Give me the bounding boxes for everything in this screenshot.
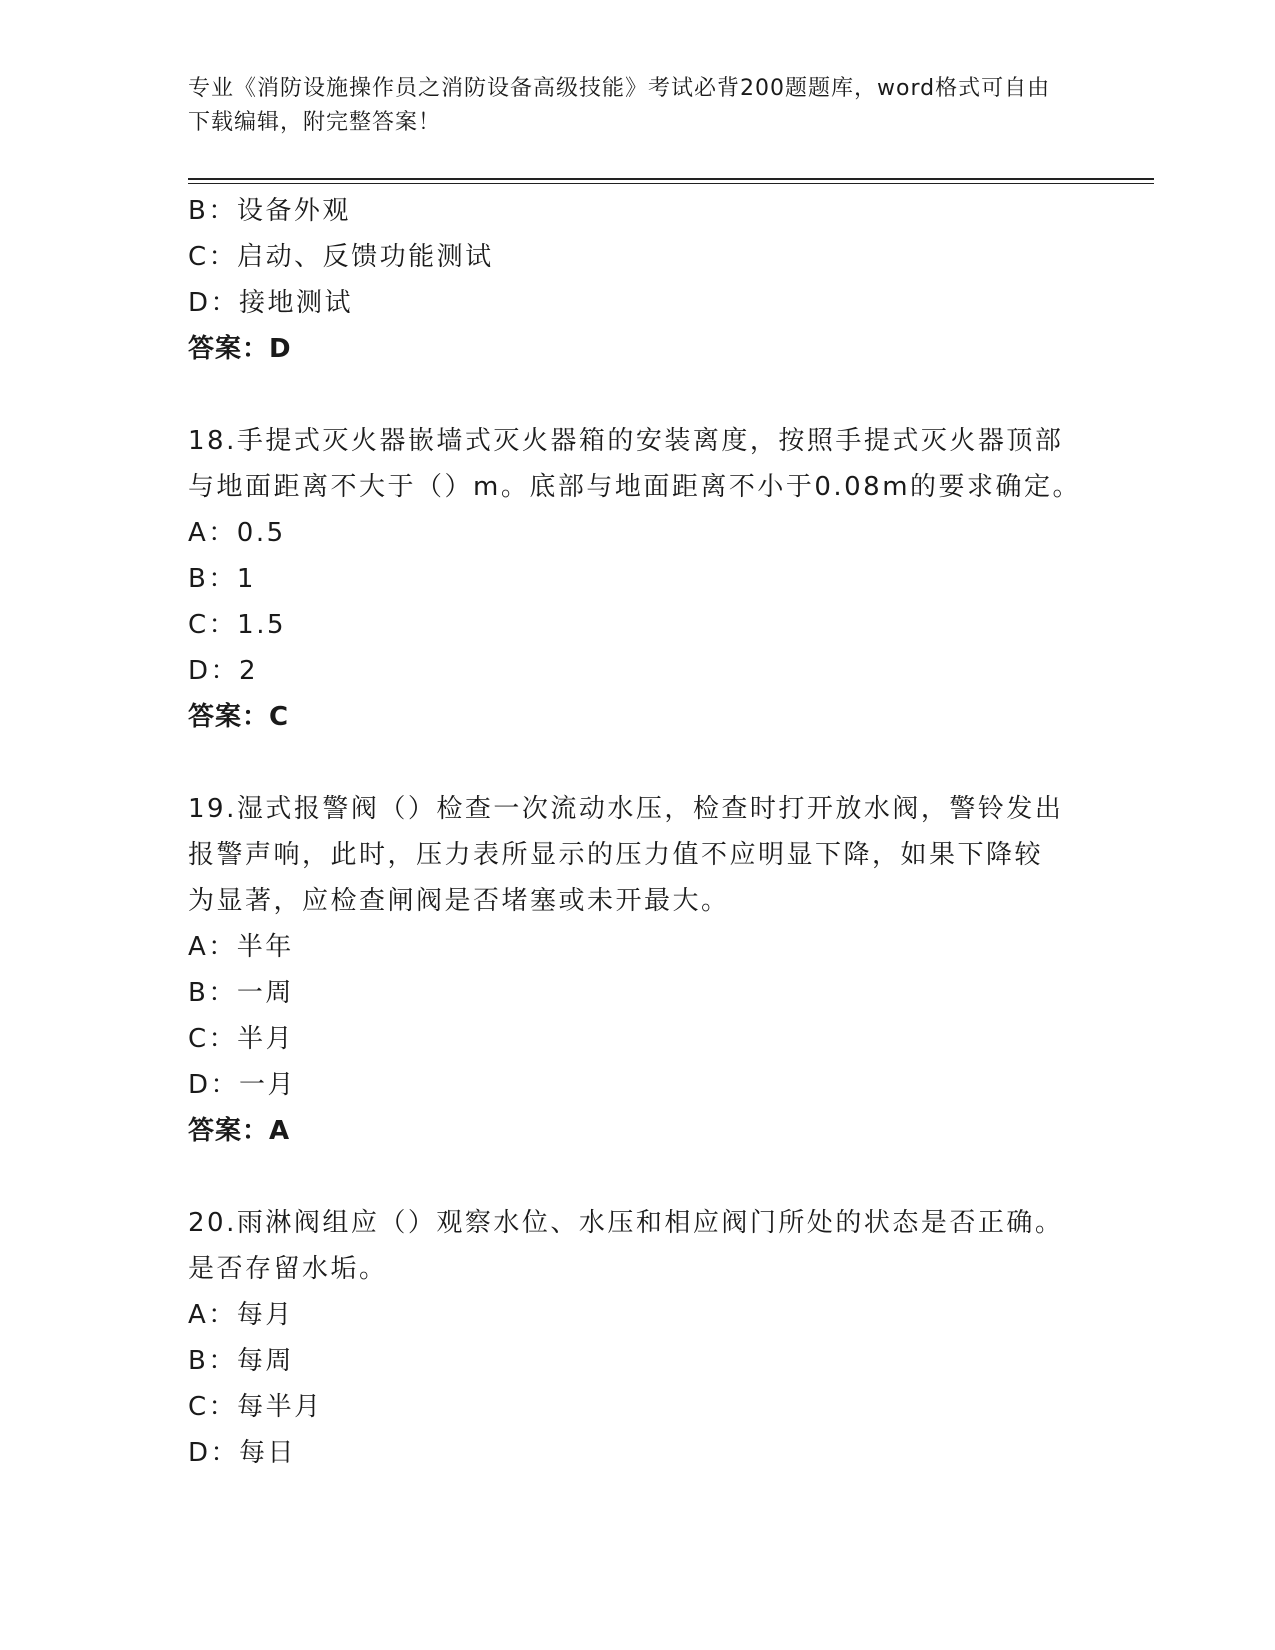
option-b: B：每周: [188, 1346, 294, 1376]
question-19-text-line-3: 为显著，应检查闸阀是否堵塞或未开最大。: [188, 886, 730, 916]
spacer: [188, 372, 1088, 418]
question-19-text-line-1: 19.湿式报警阀（）检查一次流动水压，检查时打开放水阀，警铃发出: [188, 794, 1064, 824]
spacer: [188, 740, 1088, 786]
option-c: C：启动、反馈功能测试: [188, 242, 494, 272]
answer-17: 答案：D: [188, 334, 292, 364]
option-c: C：每半月: [188, 1392, 323, 1422]
option-d: D：一月: [188, 1070, 297, 1100]
option-d: D：2: [188, 656, 259, 686]
option-d: D：每日: [188, 1438, 297, 1468]
question-20-text-line-2: 是否存留水垢。: [188, 1254, 388, 1284]
question-20: [188, 1200, 1088, 1476]
option-a: A：0.5: [188, 518, 286, 548]
question-20-text-line-1: 20.雨淋阀组应（）观察水位、水压和相应阀门所处的状态是否正确。: [188, 1208, 1064, 1238]
option-b: B：设备外观: [188, 196, 351, 226]
option-b: B：1: [188, 564, 256, 594]
option-b: B：一周: [188, 978, 294, 1008]
option-d: D：接地测试: [188, 288, 354, 318]
question-19-text-line-2: 报警声响，此时，压力表所显示的压力值不应明显下降，如果下降较: [188, 840, 1044, 870]
spacer: [188, 1154, 1088, 1200]
option-a: A：半年: [188, 932, 294, 962]
question-17-fragment: [188, 188, 1088, 372]
question-18: [188, 418, 1088, 740]
question-18-text-line-1: 18.手提式灭火器嵌墙式灭火器箱的安装离度，按照手提式灭火器顶部: [188, 426, 1064, 456]
answer-18: 答案：C: [188, 702, 290, 732]
option-a: A：每月: [188, 1300, 294, 1330]
option-c: C：1.5: [188, 610, 287, 640]
answer-19: 答案：A: [188, 1116, 291, 1146]
question-19: [188, 786, 1088, 1154]
header-rule-thin: [188, 183, 1154, 184]
option-c: C：半月: [188, 1024, 295, 1054]
page-header: 专业《消防设施操作员之消防设备高级技能》考试必背200题题库，word格式可自由下载编辑，附完整答案！: [188, 76, 1051, 135]
question-content: [188, 188, 1088, 1476]
header-rule-thick: [188, 178, 1154, 180]
question-18-text-line-2: 与地面距离不大于（）m。底部与地面距离不小于0.08m的要求确定。: [188, 472, 1082, 502]
